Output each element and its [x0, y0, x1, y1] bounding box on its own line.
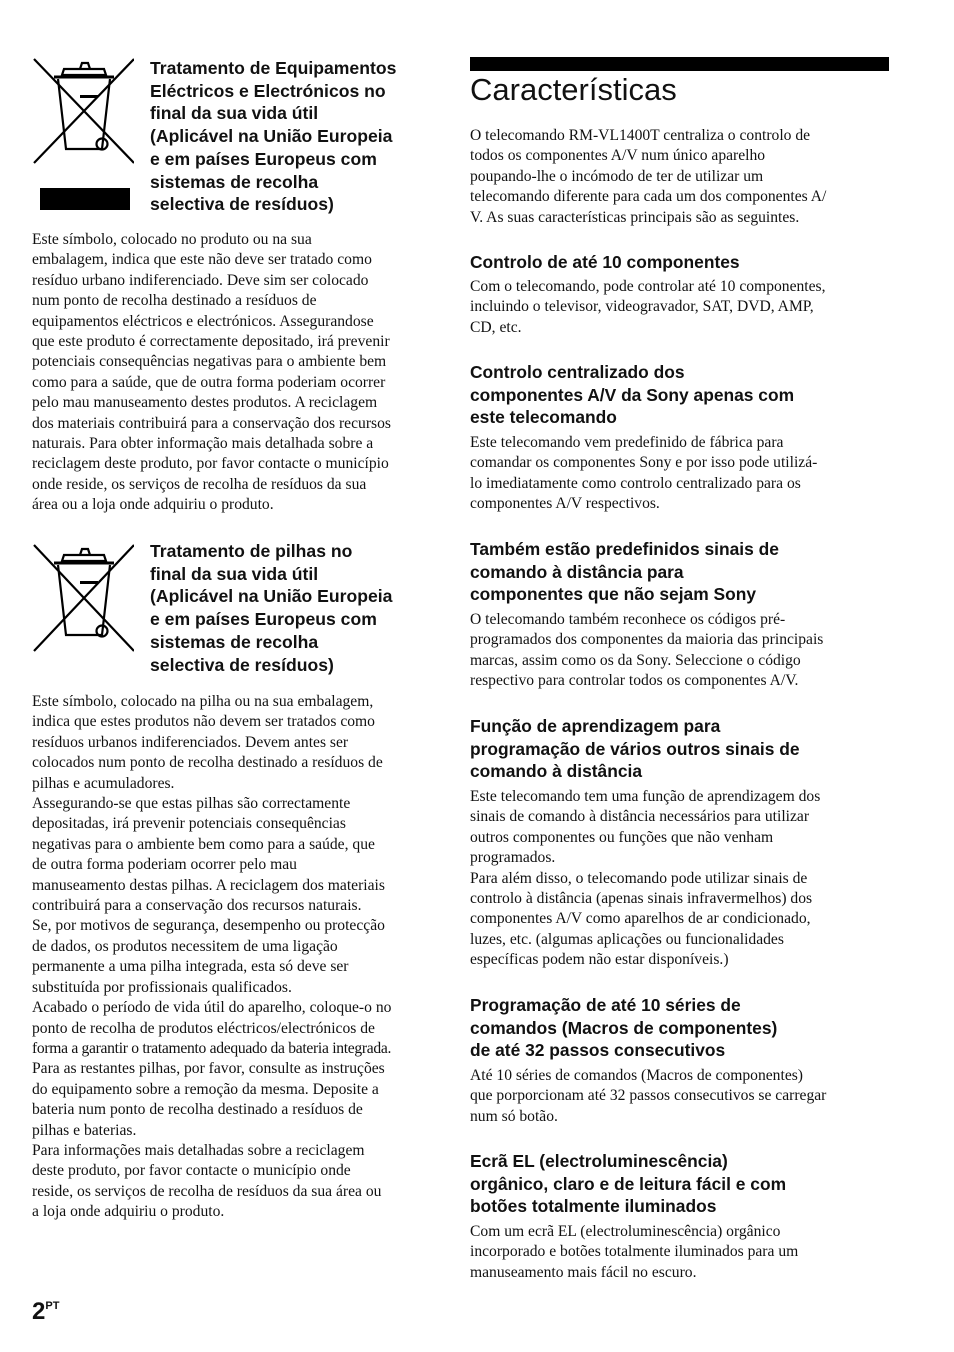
feature-body: Este telecomando tem uma função de aprendizagem dos sinais de comando à distância necessários para utilizar outros componentes ou funções que não venham programados. Para além disso, o telecomando pode utilizar sinais de controlo à distância (apenas sinais infravermelhos) dos componentes A/V como aparelhos de ar condicionado, luzes, etc. (algumas aplicações ou funcionalidades específicas podem não estar disponíveis.) — [470, 788, 821, 969]
weee-notice-title: Tratamento de Equipamentos Eléctricos e Electrónicos no final da sua vida útil (Aplicável na União Europeia e em países Europeus com sistemas de recolha selectiva de resíduos) — [150, 58, 397, 215]
crossed-out-wheeled-bin-icon — [32, 57, 134, 217]
feature-heading: Também estão predefinidos sinais de comando à distância para componentes que não sejam Sony — [470, 539, 779, 605]
feature-heading: Controlo de até 10 componentes — [470, 252, 740, 272]
weee-notice-body: Este símbolo, colocado no produto ou na sua embalagem, indica que este não deve ser tratado como resíduo urbano indiferenciado. Deve sim ser colocado num ponto de recolha destinado a resíduos de equipamentos eléctricos e electrónicos. Assegurandose que este produto é correctamente depositado, irá prevenir potenciais consequências negativas para o ambiente bem como para a saúde, que de outra forma poderiam ocorrer pelo mau manuseamento destes produtos. A reciclagem dos materiais contribuirá para a conservação dos recursos naturais. Para obter informação mais detalhada sobre a reciclagem deste produto, por favor contacte o município onde reside, os serviços de recolha de resíduos da sua área ou a loja onde adquiriu o produto. — [32, 231, 391, 514]
section-rule — [470, 57, 889, 71]
battery-notice-body: Este símbolo, colocado na pilha ou na sua embalagem, indica que estes produtos não devem ser tratados como resíduos urbanos indiferenciados. Devem antes ser colocados num ponto de recolha destinado a resíduos de pilhas e acumuladores. Assegurando-se que estas pilhas são correctamente depositadas, irá prevenir potenciais consequências negativas para o ambiente bem como para a saúde, que de outra forma poderiam ocorrer pelo mau manuseamento destas pilhas. A reciclagem dos materiais contribuirá para a conservação dos recursos naturais. Se, por motivos de segurança, desempenho ou protecção de dados, os produtos necessitem de uma ligação permanente a uma pilha integrada, esta só deve ser substituída por profissionais qualificados. Acabado o período de vida útil do aparelho, coloque-o no ponto de recolha de produtos eléctricos/electrónicos de forma a garantir o tratamento adequado da bateria integrada. Para as restantes pilhas, por favor, consulte as instruções do equipamento sobre a remoção da mesma. Deposite a bateria num ponto de recolha destinado a resíduos de pilhas e baterias. Para informações mais detalhadas sobre a reciclagem deste produto, por favor contacte o município onde reside, os serviços de recolha de resíduos da sua área ou a loja onde adquiriu o produto. — [32, 693, 392, 1221]
intro-paragraph: O telecomando RM-VL1400T centraliza o controlo de todos os componentes A/V num único aparelho poupando-lhe o incómodo de ter de utilizar um telecomando diferente para cada um dos componentes A/ V. As suas características principais são as seguintes. — [470, 127, 827, 226]
feature-heading: Ecrã EL (electroluminescência) orgânico, claro e de leitura fácil e com botões totalmente iluminados — [470, 1151, 787, 1217]
feature-body: Com o telecomando, pode controlar até 10 componentes, incluindo o televisor, videogravador, SAT, DVD, AMP, CD, etc. — [470, 278, 826, 336]
page-title: Características — [470, 72, 677, 107]
feature-heading: Função de aprendizagem para programação de vários outros sinais de comando à distância — [470, 716, 800, 782]
feature-heading: Programação de até 10 séries de comandos (Macros de componentes) de até 32 passos consecutivos — [470, 995, 778, 1061]
feature-body: Até 10 séries de comandos (Macros de componentes) que porporcionam até 32 passos consecutivos se carregar num só botão. — [470, 1067, 827, 1125]
feature-heading: Controlo centralizado dos componentes A/V da Sony apenas com este telecomando — [470, 362, 795, 428]
feature-body: O telecomando também reconhece os códigos pré- programados dos componentes da maioria das principais marcas, assim como os da Sony. Seleccione o código respectivo para controlar todos os componentes A/V. — [470, 611, 824, 690]
feature-body: Com um ecrã EL (electroluminescência) orgânico incorporado e botões totalmente iluminados para um manuseamento mais fácil no escuro. — [470, 1223, 799, 1281]
page-number: $2^{PT}$ — [32, 1298, 60, 1325]
battery-notice-title: Tratamento de pilhas no final da sua vida útil (Aplicável na União Europeia e em países Europeus com sistemas de recolha selectiva de resíduos) — [150, 541, 393, 675]
feature-body: Este telecomando vem predefinido de fábrica para comandar os componentes Sony e por isso pode utilizá- lo imediatamente como controlo centralizado para os componentes A/V respectivos. — [470, 434, 818, 513]
crossed-out-wheeled-bin-icon — [32, 543, 134, 659]
